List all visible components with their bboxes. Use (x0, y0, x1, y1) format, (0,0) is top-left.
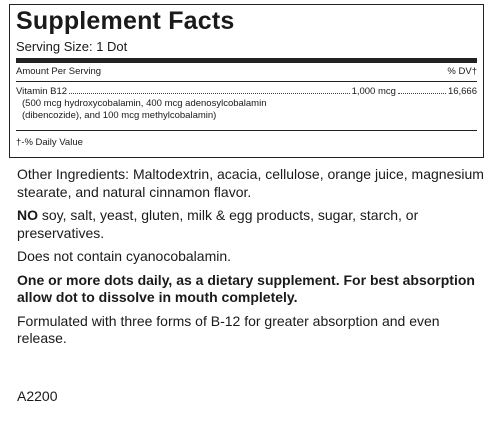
dot-leader (69, 93, 350, 94)
nutrient-amount: 1,000 mcg (351, 86, 396, 97)
amount-per-serving-header: Amount Per Serving (16, 66, 102, 77)
supplement-facts-panel (9, 4, 484, 158)
nutrient-detail-line-2: (dibencozide), and 100 mcg methylcobalamin) (22, 109, 217, 121)
nutrient-detail-line-1: (500 mcg hydroxycobalamin, 400 mcg adenosylcobalamin (22, 98, 267, 109)
daily-value-footnote: †-% Daily Value (16, 137, 83, 148)
allergen-statement (17, 207, 487, 242)
other-ingredients: Other Ingredients: Maltodextrin, acacia, cellulose, orange juice, magnesium stearate, and natural cinnamon flavor. (17, 166, 484, 200)
formulation-statement: Formulated with three forms of B-12 for greater absorption and even release. (17, 312, 440, 346)
thin-divider (16, 81, 477, 82)
serving-size: Serving Size: 1 Dot (16, 39, 128, 54)
nutrient-row (16, 86, 477, 98)
panel-title: Supplement Facts (16, 7, 235, 35)
bottom-divider (16, 130, 477, 131)
allergen-list: soy, salt, yeast, gluten, milk & egg products, sugar, starch, or preservatives. (17, 207, 419, 241)
nutrient-name: Vitamin B12 (16, 86, 68, 97)
directions: One or more dots daily, as a dietary supplement. For best absorption allow dot to dissolve in mouth completely. (17, 271, 475, 305)
dv-header: % DV† (447, 66, 477, 77)
column-header-row (16, 66, 477, 78)
product-code: A2200 (17, 388, 58, 404)
thick-divider (16, 58, 477, 63)
label-body-text (17, 166, 487, 354)
nutrient-dv: 16,666 (447, 86, 477, 97)
dot-leader-short (398, 93, 446, 94)
no-emphasis: NO (17, 207, 38, 223)
cyanocobalamin-statement: Does not contain cyanocobalamin. (17, 248, 232, 264)
